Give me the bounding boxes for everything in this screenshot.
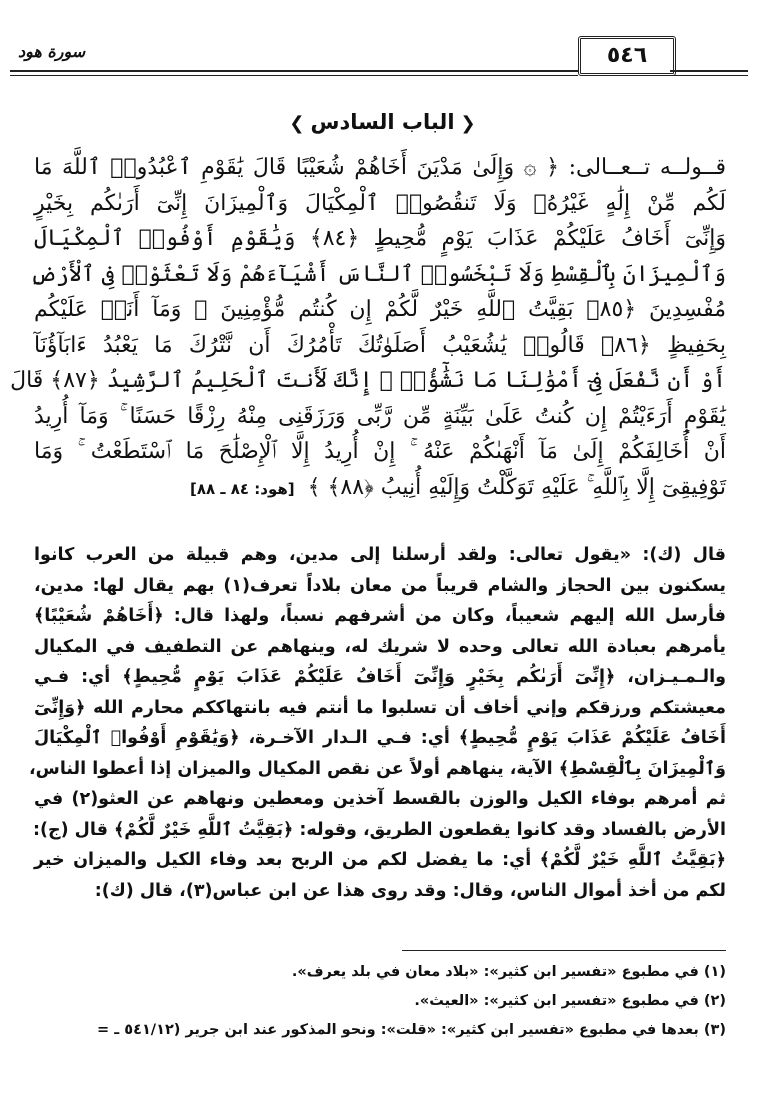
footnote: (٣) بعدها في مطبوع «تفسير ابن كثير»: «قلت»: ونحو المذكور عند ابن جرير (٥٤١/١٢ ـ = xyxy=(97,1022,726,1038)
quran-line: تَوْفِيقِىٓ إِلَّا بِٱللَّهِ ۚ عَلَيْهِ تَوَكَّلْتُ وَإِلَيْهِ أُنِيبُ ﴿٨٨﴾ ﴾ xyxy=(307,474,726,500)
commentary xyxy=(29,540,726,906)
chapter-title: الباب السادس xyxy=(310,110,455,134)
commentary-line: يأمرهم بعبادة الله تعالى وحده لا شريك له، وينهاهم عن التطفيف في المكيال xyxy=(34,636,726,657)
quran-verses xyxy=(10,150,727,505)
commentary-line: معيشتكم ورزقكم وإني أخاف أن تسلبوا ما أنتم فيه بانتهاككم محارم الله ﴿وَإِنِّىٓ xyxy=(34,697,726,718)
footnote-divider xyxy=(402,950,726,951)
quran-line: وَإِنِّىٓ أَخَافُ عَلَيْكُمْ عَذَابَ يَوْمٍ مُّحِيطٍ ﴿٨٤﴾ وَيَٰقَوْمِ أَوْفُوا۟ ٱلْمِكْيَالَ xyxy=(34,226,726,251)
ornament-icon: ❮ xyxy=(460,113,476,134)
page-number: ٥٤٦ xyxy=(578,36,676,76)
quran-line: يَٰقَوْمِ أَرَءَيْتُمْ إِن كُنتُ عَلَىٰ بَيِّنَةٍ مِّن رَّبِّى وَرَزَقَنِى مِنْهُ رِزْقًا حَسَنًا ۚ وَمَآ أُرِيدُ xyxy=(34,403,726,429)
header-rule-thin xyxy=(10,75,578,76)
commentary-line: ﴿بَقِيَّتُ ٱللَّهِ خَيْرٌ لَّكُمْ﴾ أي: ما يفضل لكم من الربح بعد وفاء الكيل والميزان خير xyxy=(34,850,726,870)
quran-line: مُفْسِدِينَ ﴿٨٥﴾ بَقِيَّتُ ٱللَّهِ خَيْرٌ لَّكُمْ إِن كُنتُم مُّؤْمِنِينَ ۚ وَمَآ أَنَا۠ عَلَيْكُم xyxy=(34,297,727,322)
footnotes xyxy=(24,958,726,1045)
commentary-line: يسكنون بين الحجاز والشام قريباً من معان بلاداً تعرف(١) بهم يقال لها: مدين، xyxy=(34,575,726,596)
surah-name: سورة هود xyxy=(18,42,86,61)
quran-line: أَوْ أَن نَّفْعَلَ فِىٓ أَمْوَٰلِنَا مَا نَشَٰٓؤُا۟ ۖ إِنَّكَ لَأَنتَ ٱلْحَلِيمُ ٱلرَّشِيدُ ﴿٨٧﴾ قَالَ xyxy=(10,368,726,393)
commentary-line: أَخَافُ عَلَيْكُمْ عَذَابَ يَوْمٍ مُّحِيطٍ﴾ أي: فـي الـدار الآخـرة، ﴿وَيَٰقَوْمِ أَوْفُوا۟ ٱلْمِكْيَالَ xyxy=(34,728,726,748)
header-rule xyxy=(10,70,578,72)
chapter-heading xyxy=(0,110,765,134)
commentary-line: لكم من أخذ أموال الناس، وقال: وقد روى هذا عن ابن عباس(٣)، قال (ك): xyxy=(94,880,726,901)
quran-line: وَٱلْمِيزَانَ بِٱلْقِسْطِ وَلَا تَبْخَسُوا۟ ٱلنَّاسَ أَشْيَآءَهُمْ وَلَا تَعْثَوْا۟ فِى ٱلْأَرْضِ xyxy=(30,261,726,287)
quran-reference: [هود: ٨٤ ـ ٨٨] xyxy=(189,479,295,498)
commentary-line: ثم أمرهم بوفاء الكيل والوزن بالقسط آخذين ومعطين ونهاهم عن العثو(٢) في xyxy=(34,789,726,809)
page-header xyxy=(0,28,765,98)
commentary-line: قال (ك): «يقول تعالى: ولقد أرسلنا إلى مدين، وهم قبيلة من العرب كانوا xyxy=(34,545,726,565)
quran-line: لَكُم مِّنْ إِلَٰهٍ غَيْرُهُۥ وَلَا تَنقُصُوا۟ ٱلْمِكْيَالَ وَٱلْمِيزَانَ إِنِّىٓ أَرَىٰكُم بِخَيْرٍ xyxy=(34,190,726,216)
quran-line: بِحَفِيظٍ ﴿٨٦﴾ قَالُوا۟ يَٰشُعَيْبُ أَصَلَوٰتُكَ تَأْمُرُكَ أَن نَّتْرُكَ مَا يَعْبُدُ ءَابَآؤُنَآ xyxy=(34,332,726,358)
ornament-icon: ❯ xyxy=(289,113,305,134)
footnote: (٢) في مطبوع «تفسير ابن كثير»: «العيث». xyxy=(414,993,726,1009)
header-rule-right xyxy=(670,70,748,72)
commentary-line: وَٱلْمِيزَانَ بِٱلْقِسْطِ﴾ الآية، ينهاهم أولاً عن نقص المكيال والميزان إذا أعطوا الناس، xyxy=(29,758,726,779)
quran-line: قــولــه تــعــالى: ﴿ ۞ وَإِلَىٰ مَدْيَنَ أَخَاهُمْ شُعَيْبًا قَالَ يَٰقَوْمِ ٱعْبُدُوا۟ ٱللَّهَ مَا xyxy=(34,155,726,180)
quran-line: أَنْ أُخَالِفَكُمْ إِلَىٰ مَآ أَنْهَىٰكُمْ عَنْهُ ۚ إِنْ أُرِيدُ إِلَّا ٱلْإِصْلَٰحَ مَا ٱسْتَطَعْتُ ۚ وَمَا xyxy=(34,439,726,464)
commentary-line: والـمـيـزان، ﴿إِنِّىٓ أَرَىٰكُم بِخَيْرٍ وَإِنِّىٓ أَخَافُ عَلَيْكُمْ عَذَابَ يَوْمٍ مُّحِيطٍ﴾ أي: فـي xyxy=(34,667,726,687)
header-rule-right-thin xyxy=(670,75,748,76)
commentary-line: الأرض بالفساد وقد كانوا يقطعون الطريق، وقوله: ﴿بَقِيَّتُ ٱللَّهِ خَيْرٌ لَّكُمْ﴾ قال (ج): xyxy=(32,819,726,840)
footnote: (١) في مطبوع «تفسير ابن كثير»: «بلاد معان في بلد يعرف». xyxy=(291,964,726,980)
commentary-line: فأرسل الله إليهم شعيباً، وكان من أشرفهم نسباً، ولهذا قال: ﴿أَخَاهُمْ شُعَيْبًا﴾ xyxy=(34,606,726,626)
quran-line-last xyxy=(34,470,726,506)
